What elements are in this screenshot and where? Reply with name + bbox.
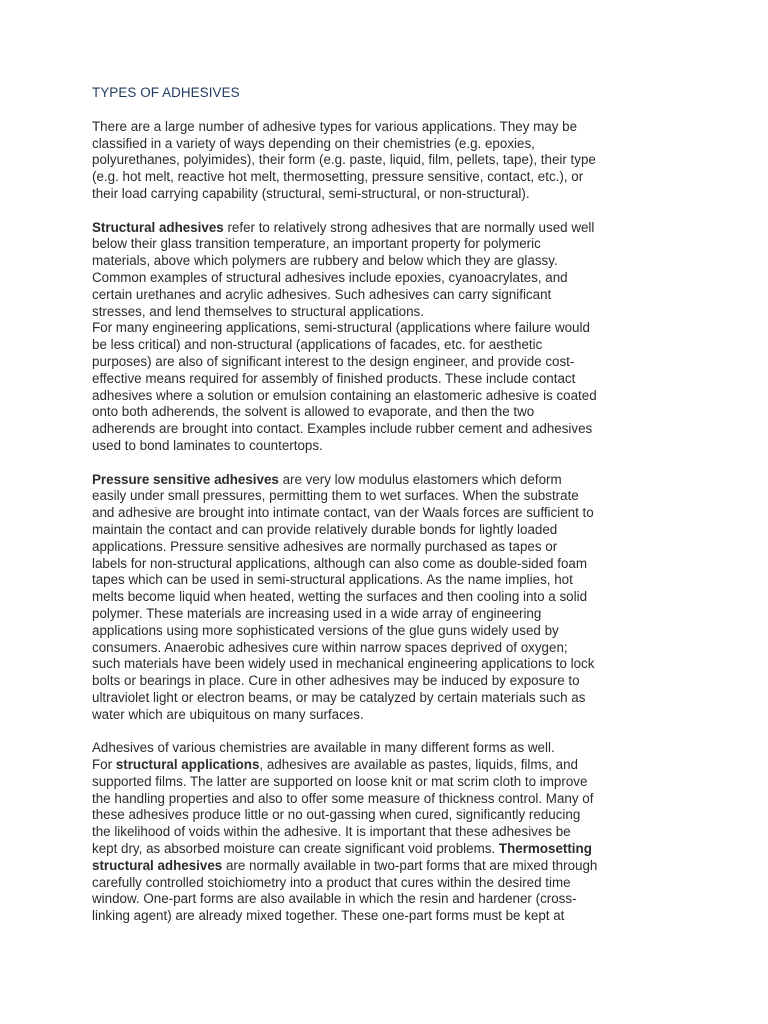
text-line [92, 556, 682, 573]
bold-term: Thermosetting [498, 841, 592, 857]
bold-term: structural adhesives [92, 857, 223, 873]
text-line [92, 757, 682, 774]
text-line [92, 438, 682, 455]
text-run: certain urethanes and acrylic adhesives. Such adhesives can carry significant [92, 286, 552, 302]
text-line [92, 186, 682, 203]
text-line [92, 236, 682, 253]
text-run: consumers. Anaerobic adhesives cure within narrow spaces deprived of oxygen; [92, 639, 568, 655]
text-run: easily under small pressures, permitting them to wet surfaces. When the substrate [92, 488, 579, 504]
text-run: Adhesives of various chemistries are available in many different forms as well. [92, 740, 555, 756]
text-run: bolts or bearings in place. Cure in other adhesives may be induced by exposure to [92, 673, 580, 689]
text-run: used to bond laminates to countertops. [92, 437, 323, 453]
text-line [92, 388, 682, 405]
paragraph [92, 472, 682, 724]
text-run: stresses, and lend themselves to structural applications. [92, 303, 424, 319]
text-run: linking agent) are already mixed together. These one-part forms must be kept at [92, 908, 565, 924]
text-line [92, 253, 682, 270]
text-run: window. One-part forms are also available in which the resin and hardener (cross- [92, 891, 577, 907]
text-line [92, 656, 682, 673]
paragraph [92, 320, 682, 454]
text-run: applications. Pressure sensitive adhesives are normally purchased as tapes or [92, 538, 558, 554]
text-line [92, 539, 682, 556]
text-run: applications using more sophisticated versions of the glue guns widely used by [92, 622, 559, 638]
text-run: and adhesive are brought into intimate contact, van der Waals forces are sufficient to [92, 505, 594, 521]
text-run: are normally available in two-part forms that are mixed through [222, 857, 598, 873]
text-line [92, 891, 682, 908]
bold-term: Pressure sensitive adhesives [92, 471, 279, 487]
paragraph [92, 740, 682, 925]
text-run: the likelihood of voids within the adhesive. It is important that these adhesives be [92, 824, 571, 840]
text-run: below their glass transition temperature, an important property for polymeric [92, 236, 541, 252]
document-title: TYPES OF ADHESIVES [92, 85, 240, 100]
text-line [92, 623, 682, 640]
text-run: water which are ubiquitous on many surfaces. [92, 706, 364, 722]
text-line [92, 606, 682, 623]
text-run: Common examples of structural adhesives include epoxies, cyanoacrylates, and [92, 269, 568, 285]
text-line [92, 488, 682, 505]
text-run: such materials have been widely used in mechanical engineering applications to lock [92, 656, 595, 672]
text-line [92, 152, 682, 169]
text-line [92, 472, 682, 489]
text-line [92, 791, 682, 808]
text-line [92, 270, 682, 287]
text-run: polymer. These materials are increasing used in a wide array of engineering [92, 605, 542, 621]
text-line [92, 572, 682, 589]
text-run: onto both adherends, the solvent is allowed to evaporate, and then the two [92, 404, 535, 420]
text-line [92, 371, 682, 388]
text-line [92, 136, 682, 153]
text-line [92, 287, 682, 304]
text-line [92, 505, 682, 522]
document-body [92, 119, 682, 925]
text-run: purposes) are also of significant interest to the design engineer, and provide cost- [92, 353, 575, 369]
text-run: adherends are brought into contact. Examples include rubber cement and adhesives [92, 421, 593, 437]
text-line [92, 589, 682, 606]
text-line [92, 220, 682, 237]
text-run: classified in a variety of ways depending on their chemistries (e.g. epoxies, [92, 135, 535, 151]
text-line [92, 807, 682, 824]
text-run: ultraviolet light or electron beams, or may be catalyzed by certain materials such as [92, 689, 586, 705]
text-run: For [92, 757, 116, 773]
text-run: (e.g. hot melt, reactive hot melt, thermosetting, pressure sensitive, contact, etc.), or [92, 169, 584, 185]
text-line [92, 774, 682, 791]
text-line [92, 354, 682, 371]
text-run: effective means required for assembly of finished products. These include contact [92, 370, 576, 386]
text-line [92, 908, 682, 925]
text-run: kept dry, as absorbed moisture can create significant void problems. [92, 841, 499, 857]
paragraph [92, 220, 682, 321]
text-run: maintain the contact and can provide relatively durable bonds for lightly loaded [92, 521, 558, 537]
text-line [92, 169, 682, 186]
bold-term: Structural adhesives [92, 219, 224, 235]
text-line [92, 707, 682, 724]
text-line [92, 337, 682, 354]
text-line [92, 858, 682, 875]
text-line [92, 740, 682, 757]
text-line [92, 841, 682, 858]
text-run: labels for non-structural applications, although can also come as double-sided foam [92, 555, 587, 571]
text-run: these adhesives produce little or no out-gassing when cured, significantly reducing [92, 807, 581, 823]
text-run: their load carrying capability (structural, semi-structural, or non-structural). [92, 185, 530, 201]
bold-term: structural applications [115, 757, 260, 773]
text-line [92, 522, 682, 539]
text-run: adhesives where a solution or emulsion containing an elastomeric adhesive is coated [92, 387, 597, 403]
text-line [92, 824, 682, 841]
text-run: , adhesives are available as pastes, liquids, films, and [259, 757, 578, 773]
text-run: refer to relatively strong adhesives that are normally used well [223, 219, 595, 235]
text-run: melts become liquid when heated, wetting the surfaces and then cooling into a solid [92, 589, 588, 605]
text-line [92, 690, 682, 707]
text-run: the handling properties and also to offer some measure of thickness control. Many of [92, 790, 594, 806]
text-line [92, 640, 682, 657]
text-line [92, 875, 682, 892]
text-run: polyurethanes, polyimides), their form (e.g. paste, liquid, film, pellets, tape), their type [92, 152, 596, 168]
text-line [92, 119, 682, 136]
text-run: materials, above which polymers are rubbery and below which they are glassy. [92, 253, 558, 269]
text-line [92, 304, 682, 321]
text-run: carefully controlled stoichiometry into a product that cures within the desired time [92, 874, 571, 890]
text-run: For many engineering applications, semi-structural (applications where failure would [92, 320, 590, 336]
text-line [92, 421, 682, 438]
paragraph [92, 119, 682, 203]
text-run: supported films. The latter are supported on loose knit or mat scrim cloth to improve [92, 773, 588, 789]
document-page [92, 85, 682, 942]
text-line [92, 404, 682, 421]
text-run: There are a large number of adhesive types for various applications. They may be [92, 118, 578, 134]
text-line [92, 673, 682, 690]
text-run: are very low modulus elastomers which deform [278, 471, 562, 487]
text-run: be less critical) and non-structural (applications of facades, etc. for aesthetic [92, 337, 543, 353]
text-line [92, 320, 682, 337]
text-run: tapes which can be used in semi-structural applications. As the name implies, hot [92, 572, 573, 588]
